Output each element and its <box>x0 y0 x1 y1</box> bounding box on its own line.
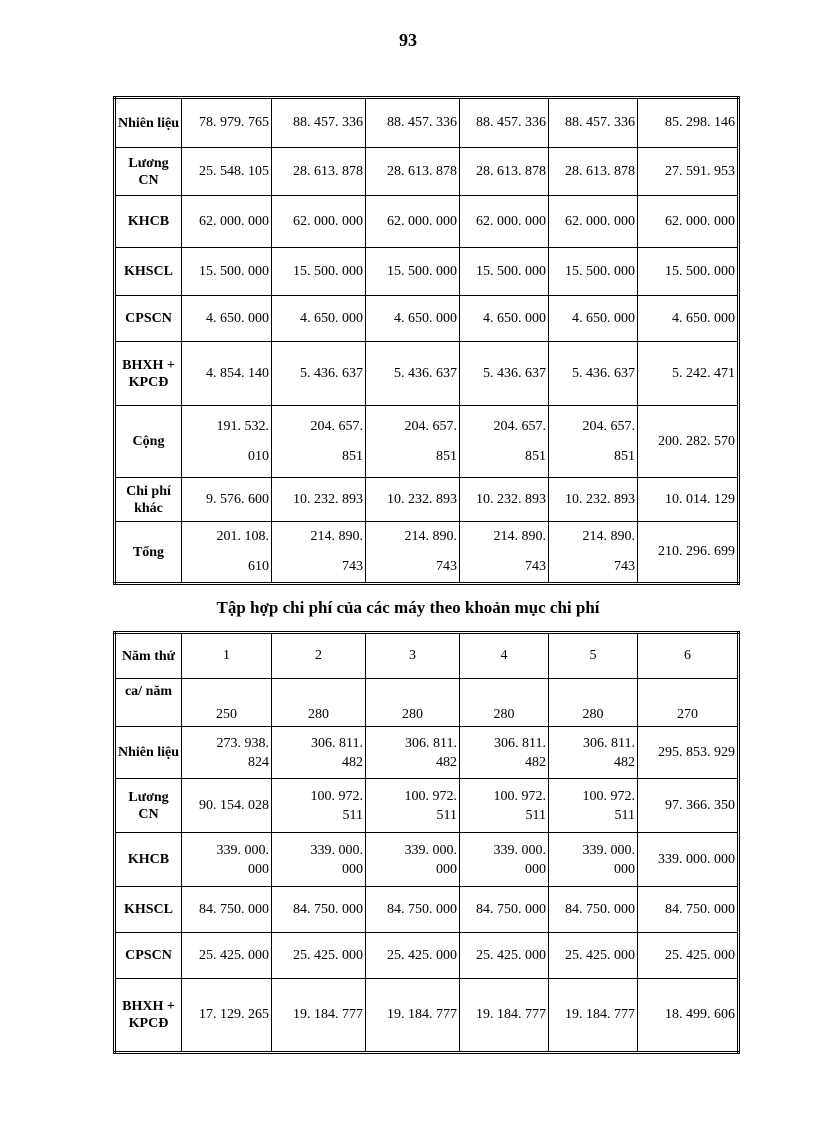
value-part: 010 <box>248 448 269 464</box>
value-cell: 9. 576. 600 <box>182 478 272 522</box>
value-cell: 15. 500. 000 <box>182 248 272 296</box>
value-part: 214. 890. <box>582 529 635 544</box>
value-cell <box>272 522 366 584</box>
value-cell: 5. 436. 637 <box>549 342 638 406</box>
value-cell: 25. 425. 000 <box>549 933 638 979</box>
value-part: 204. 657. <box>404 418 457 434</box>
table-row <box>115 296 739 342</box>
value-part: 743 <box>342 559 363 574</box>
table-row <box>115 887 739 933</box>
cost-table-all-machines <box>113 631 740 1054</box>
row-label: Lương CN <box>115 779 182 833</box>
value-part: 482 <box>436 754 457 770</box>
value-cell: 339. 000. 000 <box>638 833 739 887</box>
year-cell: 6 <box>638 633 739 679</box>
value-cell <box>272 833 366 887</box>
value-cell: 62. 000. 000 <box>272 196 366 248</box>
value-cell: 15. 500. 000 <box>272 248 366 296</box>
value-cell: 62. 000. 000 <box>549 196 638 248</box>
value-part: 482 <box>614 754 635 770</box>
value-cell: 62. 000. 000 <box>460 196 549 248</box>
value-cell <box>460 727 549 779</box>
value-part: 100. 972. <box>493 788 546 804</box>
value-part: 851 <box>436 448 457 464</box>
value-part: 511 <box>436 807 457 823</box>
value-cell: 4. 650. 000 <box>638 296 739 342</box>
row-label: CPSCN <box>115 933 182 979</box>
row-label: KHCB <box>115 196 182 248</box>
value-part: 851 <box>525 448 546 464</box>
value-cell: 88. 457. 336 <box>366 98 460 148</box>
value-part: 204. 657. <box>310 418 363 434</box>
value-cell: 15. 500. 000 <box>638 248 739 296</box>
value-cell <box>182 833 272 887</box>
shift-cell: 280 <box>549 679 638 727</box>
value-cell: 84. 750. 000 <box>366 887 460 933</box>
shift-cell: 280 <box>272 679 366 727</box>
value-cell: 19. 184. 777 <box>460 979 549 1053</box>
value-part: 000 <box>342 861 363 877</box>
value-part: 482 <box>342 754 363 770</box>
table-row <box>115 727 739 779</box>
value-part: 214. 890. <box>310 529 363 544</box>
row-label: KHSCL <box>115 887 182 933</box>
table-caption: Tập hợp chi phí của các máy theo khoản mục chi phí <box>216 598 600 617</box>
value-part: 743 <box>525 559 546 574</box>
value-part: 482 <box>525 754 546 770</box>
value-part: 511 <box>525 807 546 823</box>
value-part: 100. 972. <box>310 788 363 804</box>
shift-label: ca/ năm <box>115 679 182 727</box>
value-cell: 210. 296. 699 <box>638 522 739 584</box>
page-number: 93 <box>399 30 417 50</box>
value-cell <box>182 727 272 779</box>
value-part: 306. 811. <box>405 735 457 751</box>
shift-cell: 280 <box>366 679 460 727</box>
value-cell: 85. 298. 146 <box>638 98 739 148</box>
value-cell: 17. 129. 265 <box>182 979 272 1053</box>
value-cell <box>460 522 549 584</box>
value-part: 339. 000. <box>404 842 457 858</box>
value-cell: 28. 613. 878 <box>549 148 638 196</box>
table-row <box>115 196 739 248</box>
value-part: 339. 000. <box>216 842 269 858</box>
value-cell: 5. 242. 471 <box>638 342 739 406</box>
value-cell: 4. 650. 000 <box>366 296 460 342</box>
value-cell <box>460 779 549 833</box>
value-cell <box>549 779 638 833</box>
row-label: Tổng <box>115 522 182 584</box>
shift-cell: 250 <box>182 679 272 727</box>
value-part: 743 <box>436 559 457 574</box>
value-cell: 27. 591. 953 <box>638 148 739 196</box>
value-cell: 25. 425. 000 <box>366 933 460 979</box>
value-cell: 84. 750. 000 <box>638 887 739 933</box>
value-part: 743 <box>614 559 635 574</box>
value-cell: 62. 000. 000 <box>182 196 272 248</box>
value-cell: 25. 425. 000 <box>182 933 272 979</box>
cost-table-body <box>115 633 739 1053</box>
value-part: 000 <box>436 861 457 877</box>
value-cell: 4. 650. 000 <box>182 296 272 342</box>
value-part: 100. 972. <box>582 788 635 804</box>
value-cell: 84. 750. 000 <box>182 887 272 933</box>
value-cell: 10. 232. 893 <box>272 478 366 522</box>
year-cell: 2 <box>272 633 366 679</box>
value-part: 204. 657. <box>493 418 546 434</box>
table-row <box>115 342 739 406</box>
value-part: 339. 000. <box>310 842 363 858</box>
value-part: 273. 938. <box>216 735 269 751</box>
value-cell: 88. 457. 336 <box>272 98 366 148</box>
value-part: 851 <box>614 448 635 464</box>
year-cell: 3 <box>366 633 460 679</box>
value-cell: 84. 750. 000 <box>272 887 366 933</box>
row-label: Cộng <box>115 406 182 478</box>
value-cell <box>272 727 366 779</box>
value-cell: 19. 184. 777 <box>272 979 366 1053</box>
table-row <box>115 148 739 196</box>
value-cell: 28. 613. 878 <box>272 148 366 196</box>
value-cell: 18. 499. 606 <box>638 979 739 1053</box>
value-cell <box>366 406 460 478</box>
value-part: 000 <box>614 861 635 877</box>
value-part: 339. 000. <box>582 842 635 858</box>
header-label: Năm thứ <box>115 633 182 679</box>
value-cell: 19. 184. 777 <box>366 979 460 1053</box>
value-part: 000 <box>248 861 269 877</box>
value-part: 511 <box>614 807 635 823</box>
value-cell <box>366 522 460 584</box>
table-row <box>115 98 739 148</box>
value-cell <box>549 727 638 779</box>
table-row <box>115 833 739 887</box>
year-cell: 4 <box>460 633 549 679</box>
row-label: Nhiên liệu <box>115 98 182 148</box>
value-cell: 88. 457. 336 <box>549 98 638 148</box>
value-cell: 25. 548. 105 <box>182 148 272 196</box>
shift-cell: 280 <box>460 679 549 727</box>
value-cell: 4. 650. 000 <box>460 296 549 342</box>
value-cell: 5. 436. 637 <box>272 342 366 406</box>
row-label: CPSCN <box>115 296 182 342</box>
value-cell: 295. 853. 929 <box>638 727 739 779</box>
value-cell: 15. 500. 000 <box>460 248 549 296</box>
value-part: 306. 811. <box>583 735 635 751</box>
value-cell: 25. 425. 000 <box>638 933 739 979</box>
value-part: 824 <box>248 754 269 770</box>
table-row <box>115 248 739 296</box>
shift-cell: 270 <box>638 679 739 727</box>
value-cell: 5. 436. 637 <box>366 342 460 406</box>
value-cell <box>272 779 366 833</box>
value-cell: 4. 854. 140 <box>182 342 272 406</box>
value-cell: 84. 750. 000 <box>549 887 638 933</box>
value-cell: 25. 425. 000 <box>272 933 366 979</box>
table-row <box>115 478 739 522</box>
value-cell: 4. 650. 000 <box>272 296 366 342</box>
year-cell: 1 <box>182 633 272 679</box>
row-label: BHXH + KPCĐ <box>115 342 182 406</box>
value-part: 851 <box>342 448 363 464</box>
value-cell: 62. 000. 000 <box>638 196 739 248</box>
value-part: 610 <box>248 559 269 574</box>
value-cell: 200. 282. 570 <box>638 406 739 478</box>
value-cell <box>460 406 549 478</box>
row-label: Chi phí khác <box>115 478 182 522</box>
value-part: 201. 108. <box>216 529 269 544</box>
value-cell: 10. 232. 893 <box>460 478 549 522</box>
value-cell <box>182 406 272 478</box>
value-cell <box>272 406 366 478</box>
value-part: 100. 972. <box>404 788 457 804</box>
value-cell: 4. 650. 000 <box>549 296 638 342</box>
value-cell: 19. 184. 777 <box>549 979 638 1053</box>
value-cell <box>182 522 272 584</box>
value-cell: 90. 154. 028 <box>182 779 272 833</box>
value-cell: 15. 500. 000 <box>549 248 638 296</box>
value-cell <box>549 406 638 478</box>
row-label: BHXH + KPCĐ <box>115 979 182 1053</box>
table-row <box>115 779 739 833</box>
value-part: 000 <box>525 861 546 877</box>
value-cell: 10. 232. 893 <box>549 478 638 522</box>
row-label: KHCB <box>115 833 182 887</box>
row-label: Nhiên liệu <box>115 727 182 779</box>
value-part: 339. 000. <box>493 842 546 858</box>
value-part: 306. 811. <box>311 735 363 751</box>
value-cell: 25. 425. 000 <box>460 933 549 979</box>
value-cell: 28. 613. 878 <box>366 148 460 196</box>
value-part: 511 <box>342 807 363 823</box>
table-row <box>115 406 739 478</box>
value-cell: 5. 436. 637 <box>460 342 549 406</box>
value-part: 214. 890. <box>404 529 457 544</box>
value-part: 214. 890. <box>493 529 546 544</box>
value-cell <box>366 833 460 887</box>
value-cell: 10. 014. 129 <box>638 478 739 522</box>
value-cell <box>366 727 460 779</box>
value-part: 191. 532. <box>216 418 269 434</box>
value-cell: 88. 457. 336 <box>460 98 549 148</box>
row-label: KHSCL <box>115 248 182 296</box>
value-cell: 78. 979. 765 <box>182 98 272 148</box>
value-cell: 84. 750. 000 <box>460 887 549 933</box>
value-cell <box>366 779 460 833</box>
year-cell: 5 <box>549 633 638 679</box>
cost-table-per-machine <box>113 96 740 585</box>
value-part: 204. 657. <box>582 418 635 434</box>
table-row <box>115 522 739 584</box>
table-row <box>115 933 739 979</box>
table-row <box>115 979 739 1053</box>
value-cell: 97. 366. 350 <box>638 779 739 833</box>
value-cell: 28. 613. 878 <box>460 148 549 196</box>
value-cell <box>460 833 549 887</box>
shift-row <box>115 679 739 727</box>
value-cell <box>549 522 638 584</box>
value-part: 306. 811. <box>494 735 546 751</box>
header-row <box>115 633 739 679</box>
value-cell <box>549 833 638 887</box>
value-cell: 62. 000. 000 <box>366 196 460 248</box>
value-cell: 10. 232. 893 <box>366 478 460 522</box>
cost-table-body <box>115 98 739 584</box>
row-label: Lương CN <box>115 148 182 196</box>
value-cell: 15. 500. 000 <box>366 248 460 296</box>
